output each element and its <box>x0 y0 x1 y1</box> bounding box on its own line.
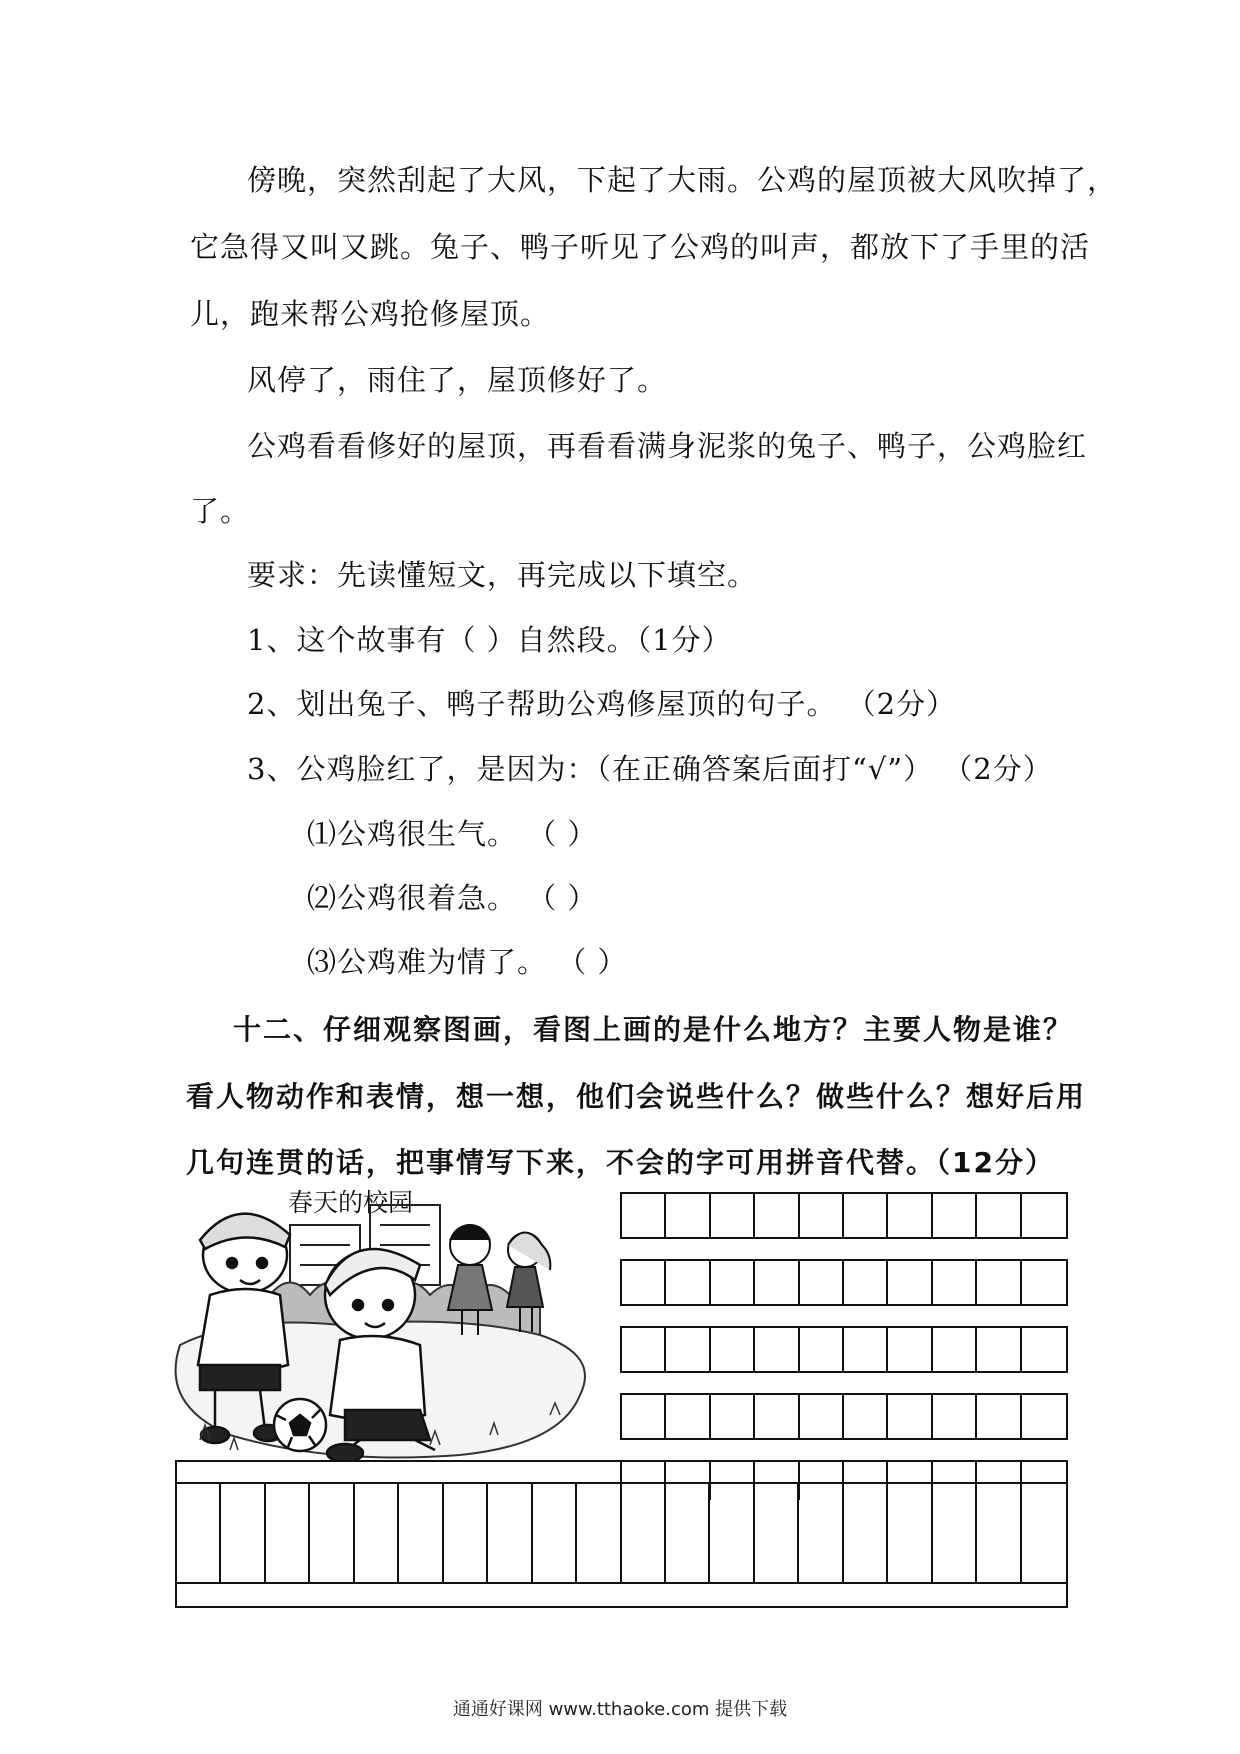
writing-grid-wide[interactable] <box>175 1460 1068 1608</box>
writing-grid-row[interactable] <box>620 1259 1068 1306</box>
story-line: 傍晚，突然刮起了大风，下起了大雨。公鸡的屋顶被大风吹掉了， <box>247 163 1118 197</box>
option-1: ⑴公鸡很生气。 （ ） <box>307 817 598 851</box>
story-line: 风停了，雨住了，屋顶修好了。 <box>247 363 668 397</box>
section12-line: 十二、仔细观察图画，看图上画的是什么地方？主要人物是谁？ <box>233 1013 1074 1046</box>
story-line: 了。 <box>190 494 251 528</box>
story-line: 儿，跑来帮公鸡抢修屋顶。 <box>190 297 551 331</box>
story-line: 公鸡看看修好的屋顶，再看看满身泥浆的兔子、鸭子，公鸡脸红 <box>247 429 1088 463</box>
section12-line: 几句连贯的话，把事情写下来，不会的字可用拼音代替。（12分） <box>186 1146 1055 1179</box>
writing-grid-row[interactable] <box>620 1326 1068 1373</box>
writing-grid-row[interactable] <box>177 1482 1066 1584</box>
picture-title: 春天的校园 <box>288 1188 414 1217</box>
question-3: 3、公鸡脸红了，是因为：（在正确答案后面打“√”） （2分） <box>247 752 1053 786</box>
option-3: ⑶公鸡难为情了。 （ ） <box>307 945 628 979</box>
writing-grid-row[interactable] <box>620 1393 1068 1440</box>
writing-grid-row[interactable] <box>620 1192 1068 1239</box>
section12-line: 看人物动作和表情，想一想，他们会说些什么？做些什么？想好后用 <box>186 1080 1087 1113</box>
story-line: 它急得又叫又跳。兔子、鸭子听见了公鸡的叫声，都放下了手里的活 <box>190 230 1091 264</box>
spring-campus-illustration <box>170 1195 615 1460</box>
footer-credit: 通通好课网 www.tthaoke.com 提供下载 <box>452 1699 788 1720</box>
question-2: 2、划出兔子、鸭子帮助公鸡修屋顶的句子。 （2分） <box>247 687 957 721</box>
question-1: 1、这个故事有（ ）自然段。（1分） <box>247 623 732 657</box>
option-2: ⑵公鸡很着急。 （ ） <box>307 881 598 915</box>
requirement-text: 要求：先读懂短文，再完成以下填空。 <box>247 558 758 592</box>
